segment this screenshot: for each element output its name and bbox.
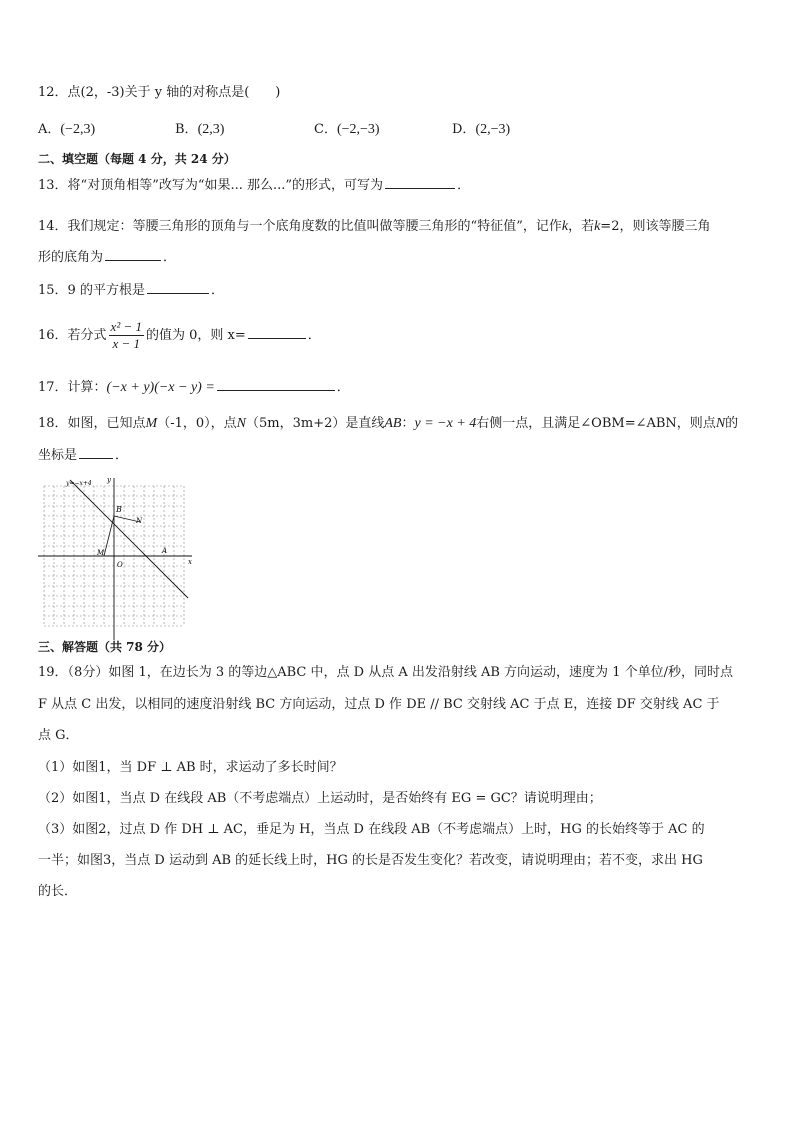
label-y: y [107, 476, 111, 484]
q13-answer-blank[interactable] [385, 176, 455, 189]
section-title-fill-in: 二、填空题（每题 4 分，共 24 分） [38, 152, 236, 166]
q14-line2: 形的底角为 ． [38, 250, 177, 265]
q18-answer-blank[interactable] [79, 446, 113, 459]
q15: 15．9 的平方根是 ． [38, 283, 224, 298]
label-b: B [116, 505, 122, 514]
q17-answer-blank[interactable] [217, 378, 335, 391]
q19-part3-line3: 的长． [38, 884, 78, 899]
q19-line1: 19．（8分）如图 1，在边长为 3 的等边△ABC 中，点 D 从点 A 出发沿射线 AB 方向运动，速度为 1 个单位/秒，同时点 [38, 665, 733, 680]
q14-line1: 14．我们规定：等腰三角形的顶角与一个底角度数的比值叫做等腰三角形的“特征值”，记作k，若k=2，则该等腰三角 [38, 219, 711, 234]
q12-option-c: C．(−2,−3) [314, 122, 380, 137]
q17: 17．计算：(−x + y)(−x − y) = ． [38, 380, 350, 395]
section-title-solutions: 三、解答题（共 78 分） [38, 640, 172, 654]
q13-stem: 13．将“对顶角相等”改写为“如果... 那么...”的形式，可写为 [38, 178, 384, 193]
q16: 16．若分式 $\frac{\text{x² − 1}}{x - 1}$ 的值为 0，则 x= ． [38, 319, 321, 351]
q19-part1: （1）如图1，当 DF ⊥ AB 时，求运动了多长时间？ [38, 760, 343, 775]
line-label: y=−x+4 [66, 480, 92, 487]
q19-part3-line2: 一半；如图3，当点 D 运动到 AB 的延长线上时，HG 的长是否发生变化？若改变，请说明理由；若不变，求出 HG [38, 853, 703, 868]
q18-coordinate-figure [38, 476, 198, 646]
q18-line1: 18．如图，已知点M（-1，0），点N（5m，3m+2）是直线AB：y = −x + 4右侧一点，且满足∠OBM=∠ABN，则点N的 [38, 416, 739, 431]
label-n: N [136, 517, 143, 525]
line-ab [70, 480, 188, 598]
q19-line3: 点 G． [38, 728, 79, 743]
q12-option-a: A．(−2,3) [38, 122, 96, 137]
label-m: M [97, 549, 105, 557]
label-x: x [188, 558, 192, 566]
q12-option-d: D．(2,−3) [452, 122, 511, 137]
q18-line2: 坐标是 ． [38, 448, 129, 463]
q16-fraction: $\frac{\text{x² − 1}}{x - 1}$ [110, 319, 142, 351]
q16-answer-blank[interactable] [248, 326, 306, 339]
q13: 13．将“对顶角相等”改写为“如果... 那么...”的形式，可写为 ． [38, 178, 471, 193]
label-o: O [117, 561, 123, 569]
q12-option-b: B．(2,3) [175, 122, 225, 137]
q15-answer-blank[interactable] [147, 281, 209, 294]
q19-part2: （2）如图1，当点 D 在线段 AB（不考虑端点）上运动时，是否始终有 EG = GC？请说明理由； [38, 791, 602, 806]
q12-stem: 12．点(2，-3)关于 y 轴的对称点是( ) [38, 85, 281, 100]
label-a: A [162, 547, 168, 555]
q14-answer-blank[interactable] [105, 248, 161, 261]
q19-part3-line1: （3）如图2，过点 D 作 DH ⊥ AC，垂足为 H，当点 D 在线段 AB（不考虑端点）上时，HG 的长始终等于 AC 的 [38, 822, 705, 837]
q19-line2: F 从点 C 出发，以相同的速度沿射线 BC 方向运动，过点 D 作 DE // BC 交射线 AC 于点 E，连接 DF 交射线 AC 于 [38, 697, 720, 712]
